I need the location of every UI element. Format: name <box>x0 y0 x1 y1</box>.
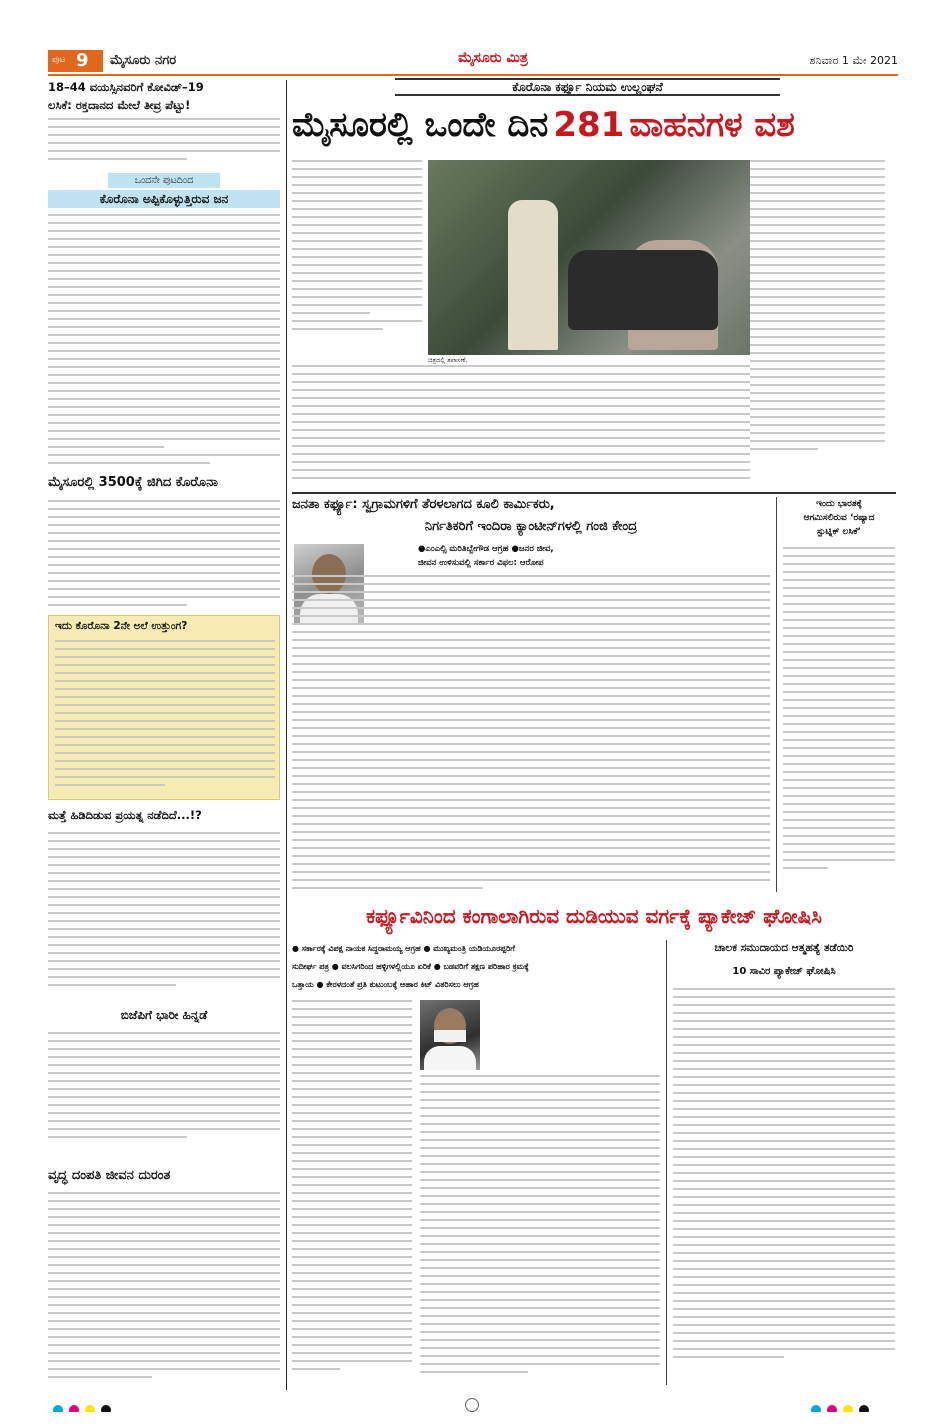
sputnik-headline-line3: ಸ್ಪುಟ್ನಿಕ್ ಲಸಿಕೆ’ <box>817 527 861 537</box>
bottom-deck <box>292 940 662 996</box>
drivers-sidebar <box>666 940 896 1385</box>
bottom-deck-line1: ● ಸರ್ಕಾರಕ್ಕೆ ವಿಪಕ್ಷ ನಾಯಕ ಸಿದ್ದರಾಮಯ್ಯ ಆಗ್ರಹ ● ಮುಖ್ಯಮಂತ್ರಿ ಯಡಿಯೂರಪ್ಪರಿಗೆ <box>292 944 515 953</box>
story4-headline: ಮತ್ತೆ ಹಿಡಿದಿಡುವ ಪ್ರಯತ್ನ ನಡೆದಿದೆ...!? <box>48 808 202 822</box>
registration-mark <box>465 1398 479 1412</box>
portrait-shoulders <box>424 1046 476 1070</box>
bottom-deck-line2: ಸುದೀರ್ಘ ಪತ್ರ ● ವಲಸಿಗರಿಂದ ಹಳ್ಳಿಗಳಲ್ಲಿಯೂ ಏರಿಕೆ ● ಬಡವರಿಗೆ ತಕ್ಷಣ ಪರಿಹಾರ ಕ್ರಮಕ್ಕೆ <box>292 962 529 971</box>
middle-deck-line2: ಜೀವನ ಉಳಿಸುವಲ್ಲಿ ಸರ್ಕಾರ ವಿಫಲ: ಆರೋಪ <box>418 558 544 568</box>
lead-intro-body <box>292 160 422 360</box>
photo-figure-officer <box>508 200 558 350</box>
paper-name: ಮೈಸೂರು ಮಿತ್ರ <box>458 50 528 66</box>
lead-body-right <box>750 160 885 490</box>
issue-date: ಶನಿವಾರ 1 ಮೇ 2021 <box>809 54 898 67</box>
story5-headline: ಬಿಜೆಪಿಗೆ ಭಾರೀ ಹಿನ್ನಡೆ <box>120 1008 208 1022</box>
portrait-mask <box>434 1030 466 1042</box>
story6-headline: ವೃದ್ಧ ದಂಪತಿ ಜೀವನ ದುರಂತ <box>48 1168 171 1183</box>
middle-headline-line2: ನಿರ್ಗತಿಕರಿಗೆ ಇಂದಿರಾ ಕ್ಯಾಂಟೀನ್‌ಗಳಲ್ಲಿ ಗಂಜಿ ಕೇಂದ್ರ <box>424 519 638 534</box>
box-body <box>55 640 275 795</box>
story1-subhead: ಲಸಿಕೆ: ರಕ್ತದಾನದ ಮೇಲೆ ತೀವ್ರ ಪೆಟ್ಟು! <box>48 98 191 112</box>
lead-headline-part2: ವಾಹನಗಳ ವಶ <box>629 105 795 145</box>
story3-headline: ಮೈಸೂರಲ್ಲಿ 3500ಕ್ಕೆ ಜಿಗಿದ ಕೊರೊನಾ <box>48 475 218 490</box>
siddaramaiah-portrait <box>420 1000 480 1070</box>
story6-body <box>48 1192 280 1382</box>
masthead <box>48 50 898 72</box>
page-number: 9 <box>76 50 89 71</box>
story2-body <box>48 214 280 469</box>
lead-headline-part1: ಮೈಸೂರಲ್ಲಿ ಒಂದೇ ದಿನ <box>292 105 549 145</box>
middle-headline-line1: ಜನತಾ ಕರ್ಫ್ಯೂ: ಸ್ವಗ್ರಾಮಗಳಿಗೆ ತೆರಳಲಾಗದ ಕೂಲಿ ಕಾರ್ಮಿಕರು, <box>292 497 555 512</box>
bottom-banner: ಕರ್ಫ್ಯೂವಿನಿಂದ ಕಂಗಾಲಾಗಿರುವ ದುಡಿಯುವ ವರ್ಗಕ್ಕೆ ಪ್ಯಾಕೇಜ್ ಘೋಷಿಸಿ <box>366 904 822 928</box>
lead-photo-caption: ಚಿತ್ರದಲ್ಲಿ ತಪಾಸಣೆ. <box>428 356 468 364</box>
bottom-deck-line3: ಒತ್ತಾಯ ● ಕೇರಳದಂತೆ ಪ್ರತಿ ಕುಟುಂಬಕ್ಕೆ ಆಹಾರ ಕಿಟ್ ವಿತರಿಸಲು ಆಗ್ರಹ <box>292 980 479 989</box>
lead-headline <box>292 98 896 152</box>
print-color-bar-left <box>50 1400 140 1412</box>
page-label: ಪುಟ <box>52 55 66 65</box>
story1-body <box>48 118 280 168</box>
middle-body <box>292 575 770 895</box>
story4-body <box>48 832 280 1002</box>
bottom-body-left <box>292 1000 412 1385</box>
box-headline: ಇದು ಕೊರೊನಾ 2ನೇ ಅಲೆ ಉತ್ತುಂಗ? <box>55 620 188 632</box>
sputnik-headline-line1: ಇಂದು ಭಾರತಕ್ಕೆ <box>816 499 862 509</box>
story3-body <box>48 500 280 610</box>
side-subhead: 10 ಸಾವಿರ ಪ್ಯಾಕೇಜ್ ಘೋಷಿಸಿ <box>732 966 836 977</box>
left-column <box>48 80 280 1390</box>
sputnik-box <box>776 497 896 892</box>
page-number-badge <box>48 50 103 72</box>
side-body <box>673 988 895 1378</box>
sputnik-body <box>783 547 895 887</box>
story1-headline: 18–44 ವಯಸ್ಸಿನವರಿಗೆ ಕೋವಿಡ್–19 <box>48 80 204 94</box>
lead-divider <box>292 492 896 494</box>
highlight-box <box>48 615 280 800</box>
middle-deck-line1: ●ಎಂಎಲ್ಸಿ ಮರಿತಿಬ್ಬೇಗೌಡ ಆಗ್ರಹ ●ಜನರ ಜೀವ, <box>418 544 554 554</box>
side-headline: ಚಾಲಕ ಸಮುದಾಯದ ಆತ್ಮಹತ್ಯೆ ತಡೆಯಿರಿ <box>714 942 854 954</box>
story2-headline: ಕೊರೊನಾ ಅಪ್ಪಿಕೊಳ್ಳುತ್ತಿರುವ ಜನ <box>48 190 280 208</box>
sputnik-headline-line2: ಆಗಮಿಸಲಿರುವ ‘ರಷ್ಯಾದ <box>803 513 875 523</box>
lead-headline-number: 281 <box>553 105 625 145</box>
masthead-rule <box>48 74 898 76</box>
lead-kicker: ಕೊರೊನಾ ಕರ್ಫ್ಯೂ ನಿಯಮ ಉಲ್ಲಂಘನೆ <box>395 78 780 96</box>
column-divider <box>286 80 287 1390</box>
continued-label: ಒಂದನೇ ಪುಟದಿಂದ <box>108 173 220 188</box>
story5-body <box>48 1032 280 1162</box>
section-name: ಮೈಸೂರು ನಗರ <box>110 53 177 68</box>
print-color-bar-right <box>808 1400 898 1412</box>
photo-car <box>568 250 718 330</box>
bottom-body-mid <box>420 1075 660 1385</box>
